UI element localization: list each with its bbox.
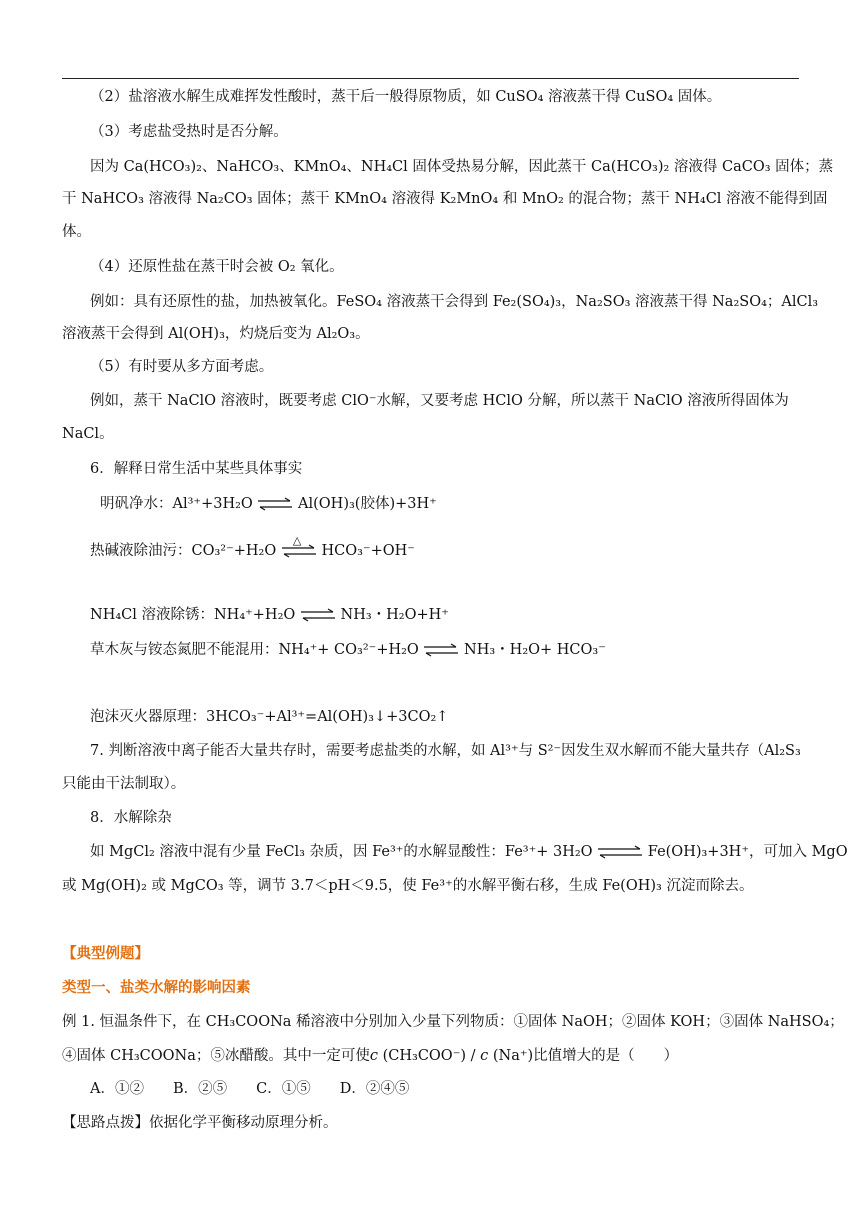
section-8-text-1	[90, 842, 848, 862]
para-5-text-1: 例如，蒸干 NaClO 溶液时，既要考虑 ClO⁻水解，又要考虑 HClO 分解，所以蒸干 NaClO 溶液所得固体为	[90, 393, 789, 409]
concentration-symbol: c	[480, 1048, 489, 1064]
para-4-heading: （4）还原性盐在蒸干时会被 O₂ 氧化。	[90, 259, 344, 275]
section-7-text-2: 只能由干法制取）。	[62, 776, 186, 792]
section-8-text-1-left: 如 MgCl₂ 溶液中混有少量 FeCl₃ 杂质，因 Fe³⁺的水解显酸性：Fe³⁺+ 3H₂O	[90, 844, 593, 860]
para-3-text-1: 因为 Ca(HCO₃)₂、NaHCO₃、KMnO₄、NH₄Cl 固体受热易分解，因此蒸干 Ca(HCO₃)₂ 溶液得 CaCO₃ 固体；蒸	[90, 159, 834, 175]
para-4-text-1: 例如：具有还原性的盐，加热被氧化。FeSO₄ 溶液蒸干会得到 Fe₂(SO₄)₃，Na₂SO₃ 溶液蒸干得 Na₂SO₄；AlCl₃	[90, 294, 819, 310]
section-8-text-2: 或 Mg(OH)₂ 或 MgCO₃ 等，调节 3.7＜pH＜9.5，使 Fe³⁺的水解平衡右移，生成 Fe(OH)₃ 沉淀而除去。	[62, 878, 754, 894]
para-3-heading: （3）考虑盐受热时是否分解。	[90, 124, 288, 140]
para-3-text-2: 干 NaHCO₃ 溶液得 Na₂CO₃ 固体；蒸干 KMnO₄ 溶液得 K₂MnO₄ 和 MnO₂ 的混合物；蒸干 NH₄Cl 溶液不能得到固	[62, 191, 828, 207]
example-1-text-2b: (CH₃COO⁻) /	[378, 1048, 481, 1064]
equation-alum-left: 明矾净水：Al³⁺+3H₂O	[100, 496, 253, 512]
equation-rust	[90, 605, 830, 625]
equation-rust-right: NH₃・H₂O+H⁺	[340, 607, 449, 623]
section-7-text-1: 7. 判断溶液中离子能否大量共存时，需要考虑盐类的水解，如 Al³⁺与 S²⁻因发生双水解而不能大量共存（Al₂S₃	[90, 743, 801, 759]
equilibrium-arrow-icon	[598, 846, 642, 858]
para-5-text-2: NaCl。	[62, 426, 114, 442]
example-1-text-2c: (Na⁺)比值增大的是（ ）	[488, 1048, 679, 1064]
para-5-heading: （5）有时要从多方面考虑。	[90, 359, 274, 375]
equation-ash-right: NH₃・H₂O+ HCO₃⁻	[464, 642, 606, 658]
equation-ash	[90, 640, 830, 660]
heat-symbol: △	[292, 534, 302, 547]
equation-rust-left: NH₄Cl 溶液除锈：NH₄⁺+H₂O	[90, 607, 296, 623]
hint-line: 【思路点拨】依据化学平衡移动原理分析。	[62, 1115, 338, 1131]
para-3-text-3: 体。	[62, 224, 91, 240]
equilibrium-arrow-icon	[282, 534, 316, 557]
example-1-text-1: 例 1. 恒温条件下，在 CH₃COONa 稀溶液中分别加入少量下列物质：①固体 NaOH；②固体 KOH；③固体 NaHSO₄；	[62, 1014, 844, 1030]
example-1-text-2a: ④固体 CH₃COONa；⑤冰醋酸。其中一定可使	[62, 1048, 370, 1064]
concentration-symbol: c	[369, 1048, 378, 1064]
typical-examples-heading: 【典型例题】	[62, 945, 149, 962]
header-rule	[62, 78, 799, 79]
type-one-heading: 类型一、盐类水解的影响因素	[62, 979, 251, 996]
example-1-text-2	[62, 1046, 802, 1066]
equilibrium-arrow-icon	[424, 644, 458, 656]
equation-alkali-right: HCO₃⁻+OH⁻	[321, 543, 415, 559]
equilibrium-arrow-icon	[258, 498, 292, 510]
para-2: （2）盐溶液水解生成难挥发性酸时，蒸干后一般得原物质，如 CuSO₄ 溶液蒸干得 CuSO₄ 固体。	[90, 89, 722, 105]
equation-ash-left: 草木灰与铵态氮肥不能混用：NH₄⁺+ CO₃²⁻+H₂O	[90, 642, 419, 658]
section-8-heading: 8．水解除杂	[90, 810, 172, 826]
example-1-options: A．①② B．②⑤ C．①⑤ D．②④⑤	[90, 1081, 410, 1097]
equation-alkali	[90, 534, 830, 561]
para-4-text-2: 溶液蒸干会得到 Al(OH)₃，灼烧后变为 Al₂O₃。	[62, 326, 370, 342]
equilibrium-arrow-icon	[301, 609, 335, 621]
section-6-heading: 6．解释日常生活中某些具体事实	[90, 461, 303, 477]
equation-alum-right: Al(OH)₃(胶体)+3H⁺	[298, 496, 437, 512]
section-8-text-1-right: Fe(OH)₃+3H⁺，可加入 MgO	[647, 844, 848, 860]
equation-foam: 泡沫灭火器原理：3HCO₃⁻+Al³⁺=Al(OH)₃↓+3CO₂↑	[90, 709, 449, 725]
equation-alum	[100, 494, 840, 514]
equation-alkali-left: 热碱液除油污：CO₃²⁻+H₂O	[90, 543, 277, 559]
